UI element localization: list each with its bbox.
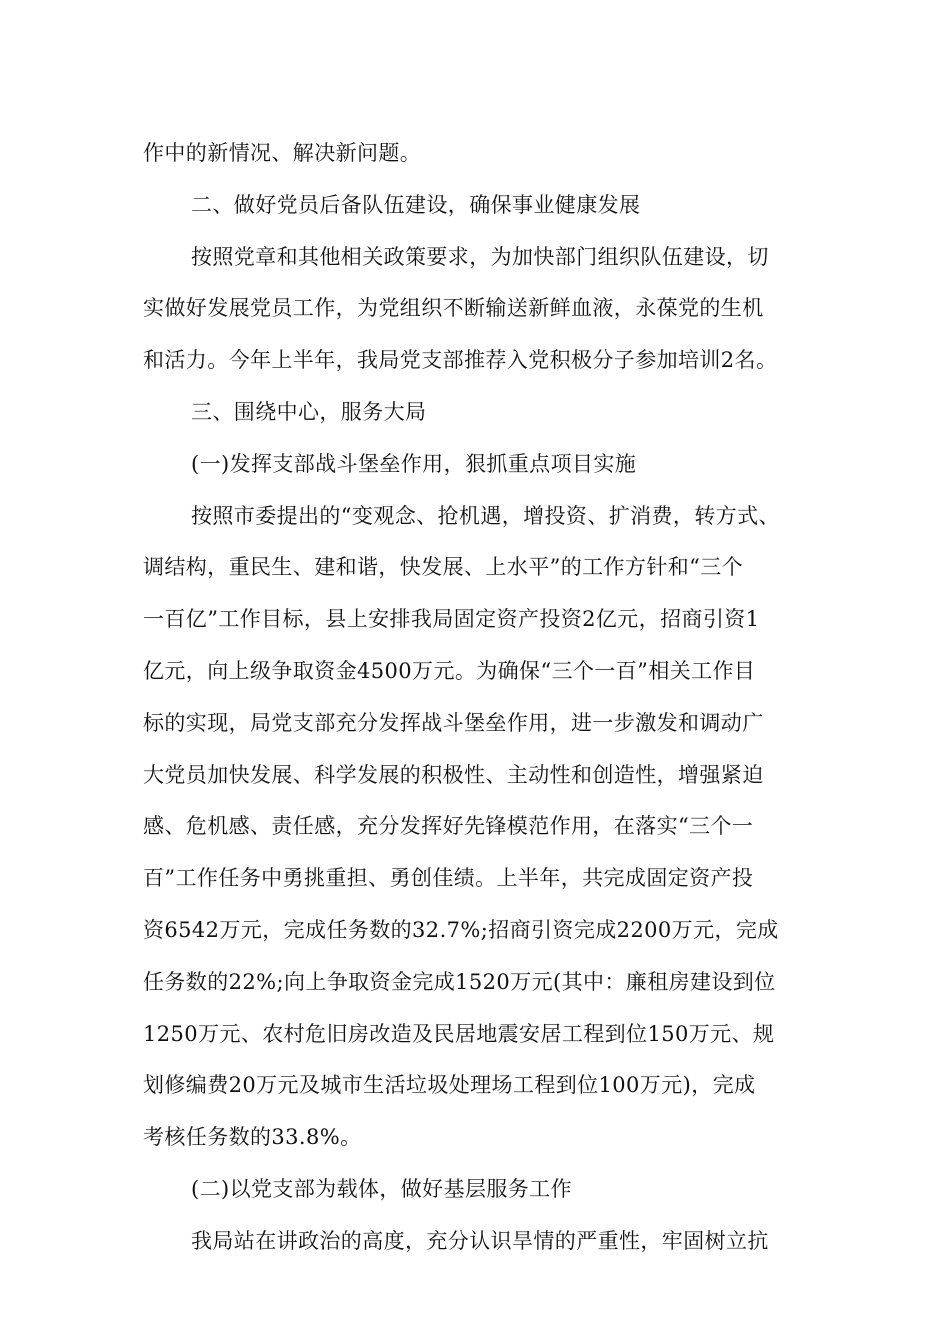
text-line: 标的实现，局党支部充分发挥战斗堡垒作用，进一步激发和调动广 (143, 710, 764, 735)
text-line: 感、危机感、责任感，充分发挥好先锋模范作用，在落实“三个一 (143, 814, 754, 839)
text-line: 大党员加快发展、科学发展的积极性、主动性和创造性，增强紧迫 (143, 762, 764, 787)
text-line: 按照市委提出的“变观念、抢机遇，增投资、扩消费，转方式、 (191, 503, 780, 528)
text-line: 考核任务数的33.8%。 (143, 1125, 362, 1150)
text-line: 任务数的22%;向上争取资金完成1520万元(其中：廉租房建设到位 (143, 969, 776, 994)
text-line: 作中的新情况、解决新问题。 (143, 141, 422, 165)
document-body (143, 128, 807, 1268)
subsection-heading: (二)以党支部为载体，做好基层服务工作 (191, 1176, 572, 1201)
text-line: 资6542万元，完成任务数的32.7%;招商引资完成2200万元，完成 (143, 917, 779, 942)
text-line: 一百亿”工作目标，县上安排我局固定资产投资2亿元，招商引资1 (143, 607, 760, 632)
text-line: 和活力。今年上半年，我局党支部推荐入党积极分子参加培训2名。 (143, 348, 778, 373)
subsection-heading: (一)发挥支部战斗堡垒作用，狠抓重点项目实施 (191, 451, 637, 476)
text-line: 我局站在讲政治的高度，充分认识旱情的严重性，牢固树立抗 (191, 1228, 769, 1253)
text-line: 实做好发展党员工作，为党组织不断输送新鲜血液，永葆党的生机 (143, 296, 764, 321)
text-line: 百”工作任务中勇挑重担、勇创佳绩。上半年，共完成固定资产投 (143, 866, 754, 891)
text-line: 调结构，重民生、建和谐，快发展、上水平”的工作方针和“三个 (143, 555, 744, 580)
text-line: 按照党章和其他相关政策要求，为加快部门组织队伍建设，切 (191, 244, 769, 269)
text-line: 亿元，向上级争取资金4500万元。为确保“三个一百”相关工作目 (143, 658, 756, 683)
text-line: 1250万元、农村危旧房改造及民居地震安居工程到位150万元、规 (143, 1021, 775, 1046)
section-heading: 三、围绕中心，服务大局 (191, 399, 427, 424)
text-line: 划修编费20万元及城市生活垃圾处理场工程到位100万元)，完成 (143, 1073, 756, 1098)
section-heading: 二、做好党员后备队伍建设，确保事业健康发展 (191, 192, 641, 217)
